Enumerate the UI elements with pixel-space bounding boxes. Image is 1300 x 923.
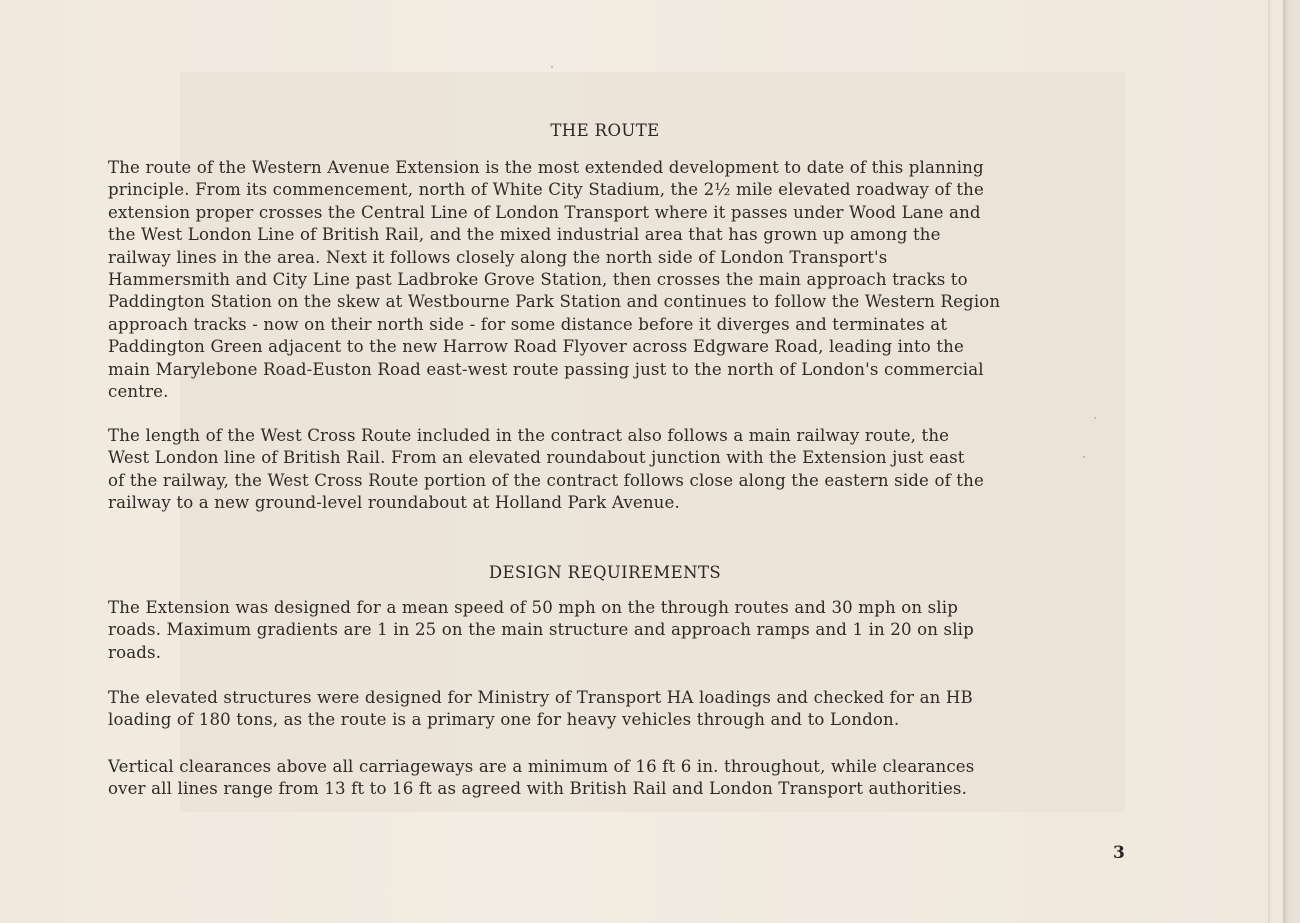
route-paragraph-1: The route of the Western Avenue Extension is the most extended development to date of this planning principle. From its commencement, north of White City Stadium, the 2½ mile elevated roadway of the extension proper crosses the Central Line of London Transport where it passes under Wood Lane and the West London Line of British Rail, and the mixed industrial area that has grown up among the railway lines in the area. Next it follows closely along the north side of London Transport's Hammersmith and City Line past Ladbroke Grove Station, then crosses the main approach tracks to Paddington Station on the skew at Westbourne Park Station and continues to follow the Western Region approach tracks - now on their north side - for some distance before it diverges and terminates at Paddington Green adjacent to the new Harrow Road Flyover across Edgware Road, leading into the main Marylebone Road-Euston Road east-west route passing just to the north of London's commercial centre. [108,158,1001,402]
route-paragraph-2: The length of the West Cross Route included in the contract also follows a main railway route, the West London line of British Rail. From an elevated roundabout junction with the Extension just east of the railway, the West Cross Route portion of the contract follows close along the eastern side of the railway to a new ground-level roundabout at Holland Park Avenue. [108,426,984,513]
paper-speck [551,66,553,68]
section-heading-design-requirements: DESIGN REQUIREMENTS [488,563,722,582]
page-fold-line [1268,0,1270,923]
page-number: 3 [1113,843,1125,863]
binding-edge [1283,0,1300,923]
paper-speck [1083,456,1085,458]
design-paragraph-1: The Extension was designed for a mean speed of 50 mph on the through routes and 30 mph on slip roads. Maximum gradients are 1 in 25 on the main structure and approach ramps and 1 in 20 on slip roads. [108,598,974,662]
design-paragraph-3: Vertical clearances above all carriageways are a minimum of 16 ft 6 in. throughout, while clearances over all lines range from 13 ft to 16 ft as agreed with British Rail and London Transport authorities. [108,757,975,799]
section-heading-route: THE ROUTE [550,121,660,140]
design-paragraph-2: The elevated structures were designed for Ministry of Transport HA loadings and checked for an HB loading of 180 tons, as the route is a primary one for heavy vehicles through and to London. [108,688,973,730]
paper-speck [1094,417,1096,419]
